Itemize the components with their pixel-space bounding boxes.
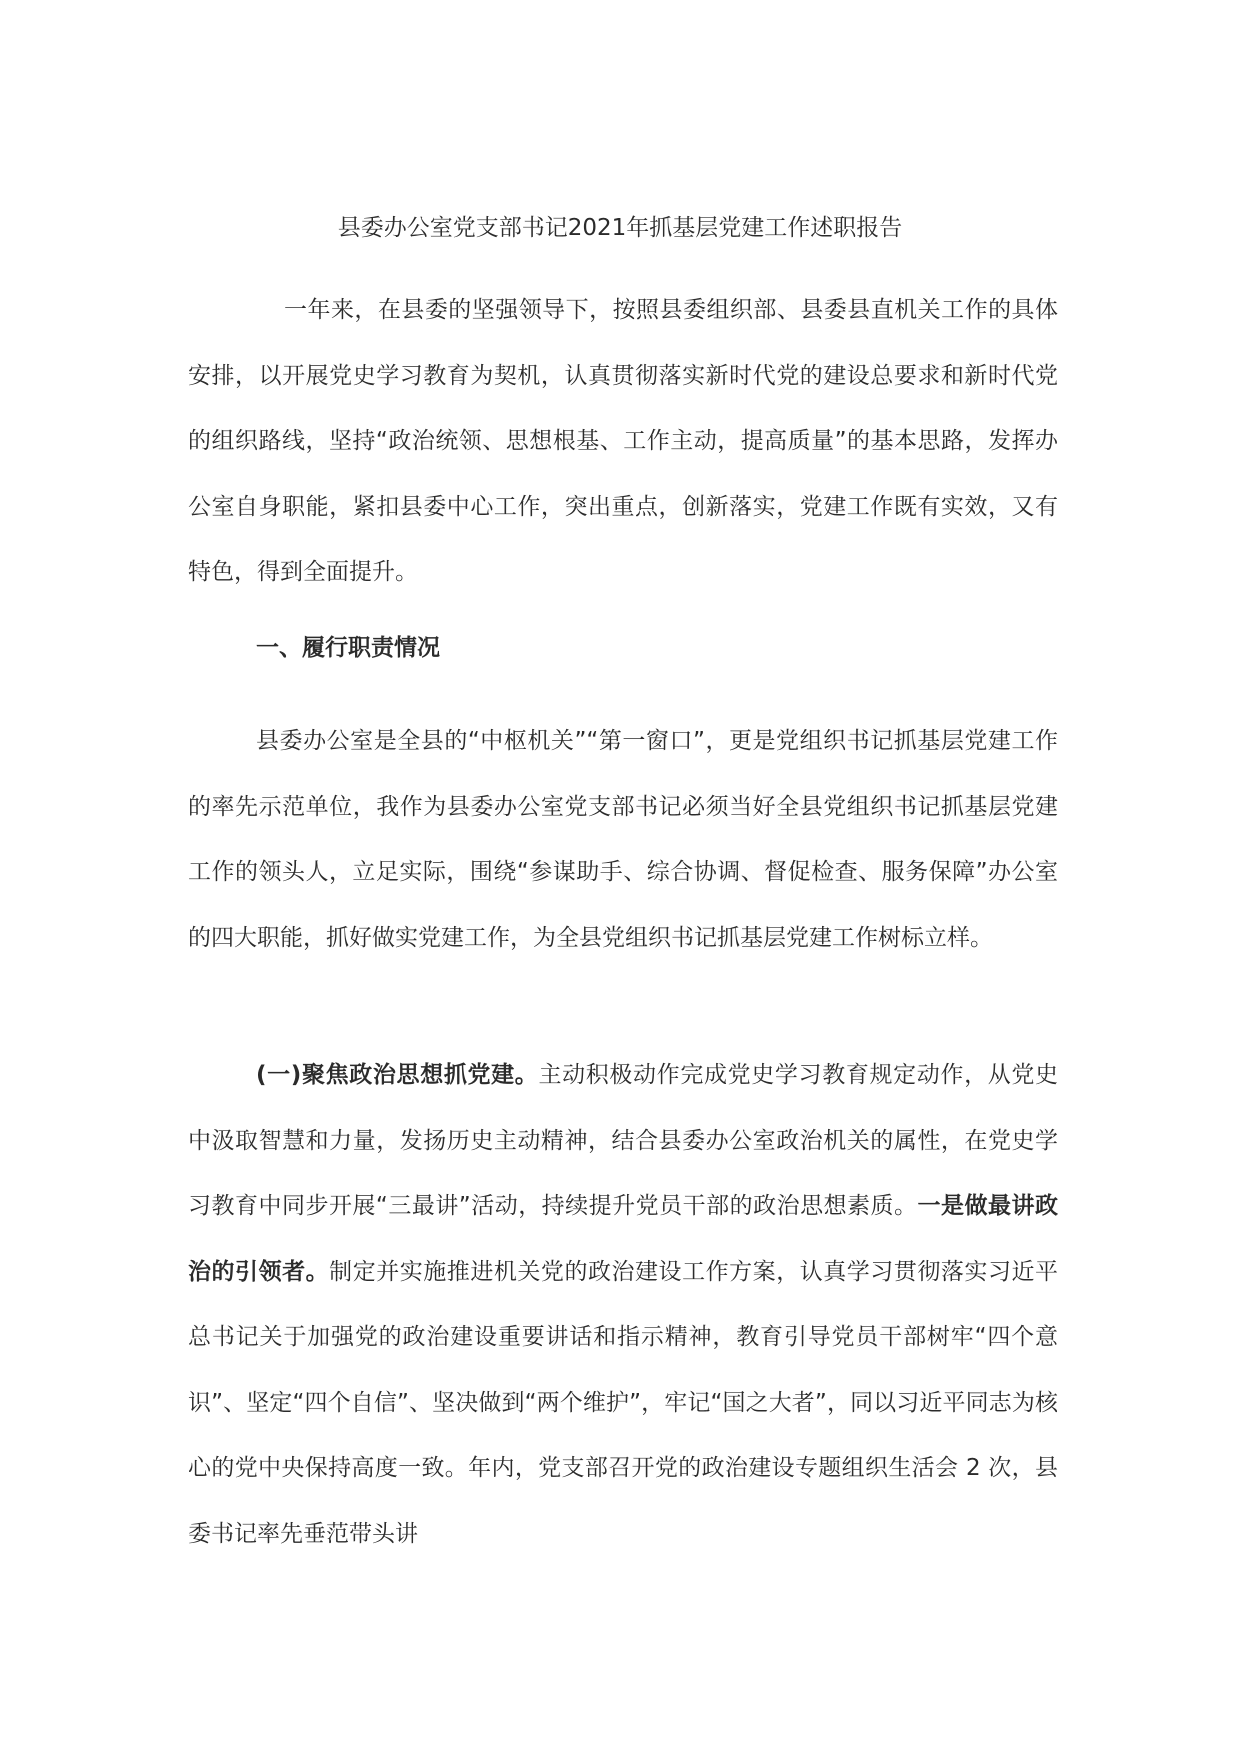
- political-thought-paragraph: [188, 1043, 1058, 1567]
- paragraph-text-continued: 制定并实施推进机关党的政治建设工作方案，认真学习贯彻落实习近平总书记关于加强党的政治建设重要讲话和指示精神，教育引导党员干部树牢“四个意识”、坚定“四个自信”、坚决做到“两个维护”，牢记“国之大者”，同以习近平同志为核心的党中央保持高度一致。年内，党支部召开党的政治建设专题组织生活会 2 次，县委书记率先垂范带头讲: [188, 1258, 1059, 1547]
- document-title: 县委办公室党支部书记2021年抓基层党建工作述职报告: [337, 215, 903, 241]
- paragraph-text: 主动积极动作完成党史学习教育规定动作，从党史中汲取智慧和力量，发扬历史主动精神，结合县委办公室政治机关的属性，在党史学习教育中同步开展“三最讲”活动，持续提升党员干部的政治思想素质。: [188, 1062, 1059, 1219]
- point-heading-first: 一是做最讲政治的引领者。: [188, 1193, 1059, 1285]
- section-heading-duties: 一、履行职责情况: [256, 635, 440, 661]
- intro-paragraph: 一年来，在县委的坚强领导下，按照县委组织部、县委县直机关工作的具体安排，以开展党史学习教育为契机，认真贯彻落实新时代党的建设总要求和新时代党的组织路线，坚持“政治统领、思想根基、工作主动，提高质量”的基本思路，发挥办公室自身职能，紧扣县委中心工作，突出重点，创新落实，党建工作既有实效，又有特色，得到全面提升。: [188, 297, 1058, 585]
- duties-paragraph: 县委办公室是全县的“中枢机关”“第一窗口”，更是党组织书记抓基层党建工作的率先示范单位，我作为县委办公室党支部书记必须当好全县党组织书记抓基层党建工作的领头人，立足实际，围绕“参谋助手、综合协调、督促检查、服务保障”办公室的四大职能，抓好做实党建工作，为全县党组织书记抓基层党建工作树标立样。: [188, 728, 1058, 951]
- subsection-heading-political: (一)聚焦政治思想抓党建。: [256, 1062, 539, 1088]
